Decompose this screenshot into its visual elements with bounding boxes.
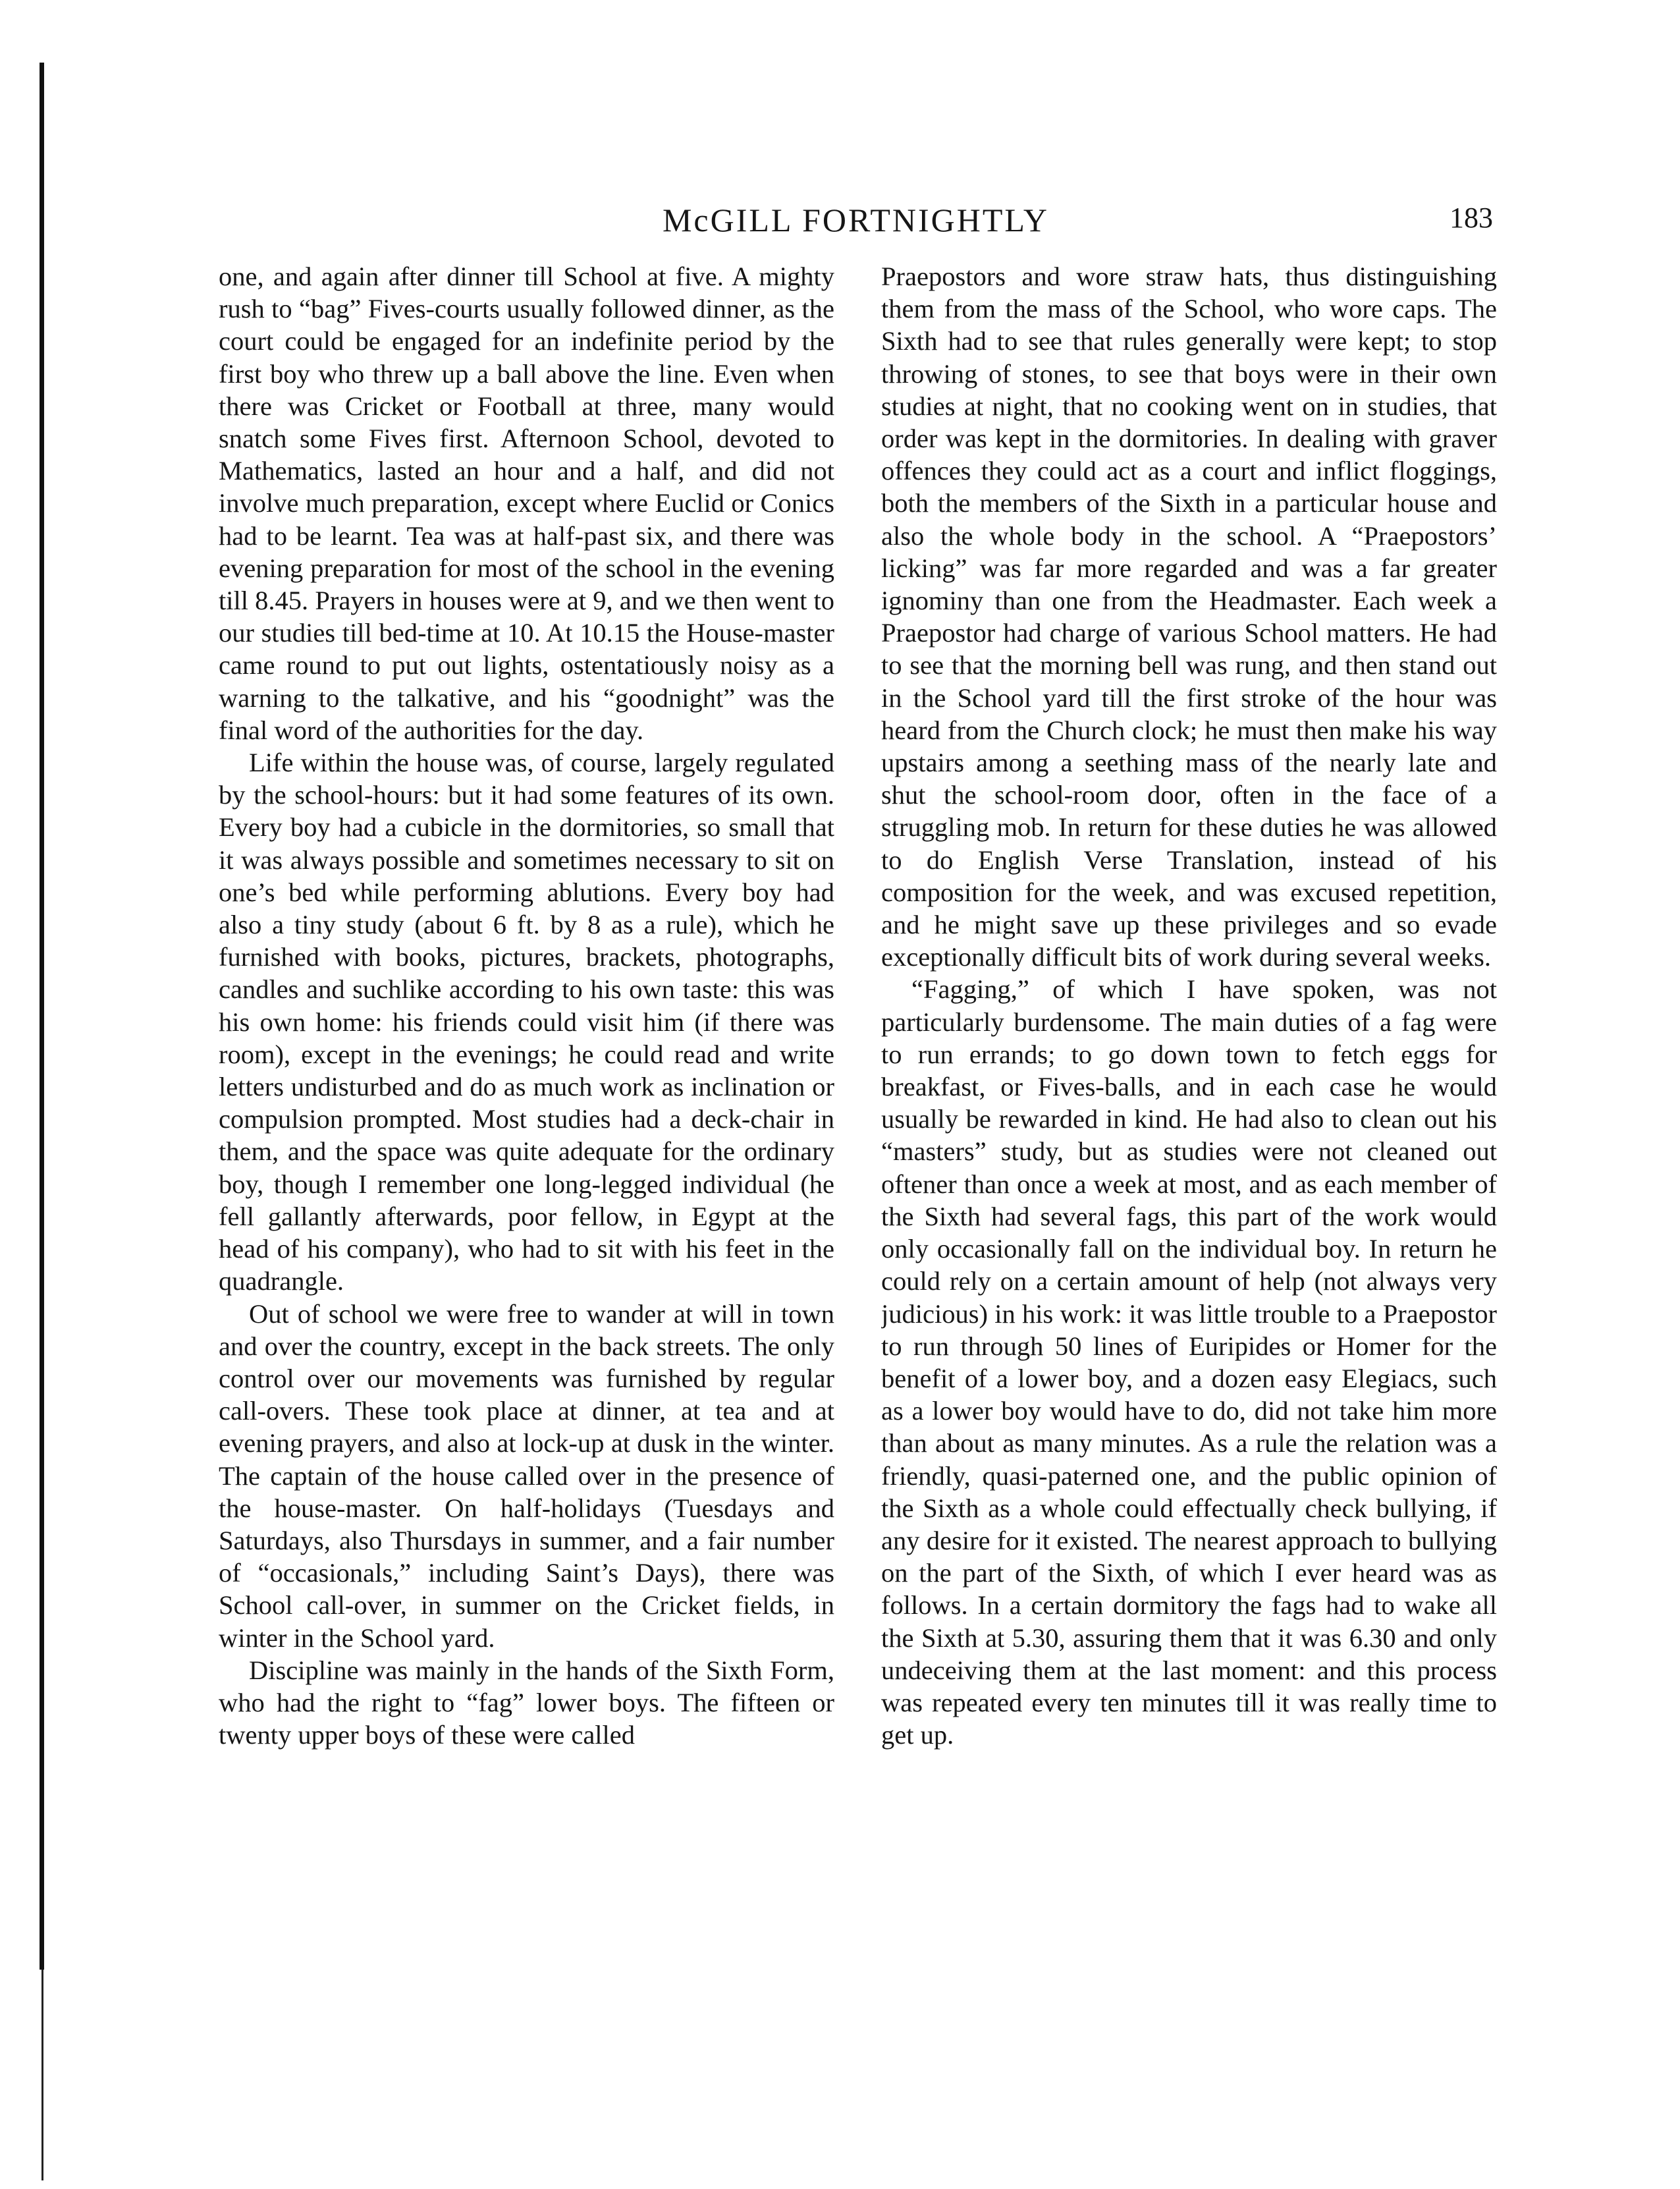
paragraph: “Fagging,” of which I have spoken, was not particularly burdensome. The main duties of a fag were to run errands; to go down town to fetch eggs for breakfast, or Fives-balls, and in each case he would usually be rewarded in kind. He had also to clean out his “masters” study, but as studies were not cleaned out oftener than once a week at most, and as each member of the Sixth had several fags, this part of the work would only occasionally fall on the individual boy. In return he could rely on a certain amount of help (not always very judicious) in his work: it was little trouble to a Praepostor to run through 50 lines of Euripides or Homer for the benefit of a lower boy, and a dozen easy Elegiacs, such as a lower boy would have to do, did not take him more than about as many minutes. As a rule the relation was a friendly, quasi-paterned one, and the public opinion of the Sixth as a whole could effectually check bullying, if any desire for it existed. The nearest approach to bullying on the part of the Sixth, of which I ever heard was as follows. In a certain dormitory the fags had to wake all the Sixth at 5.30, assuring them that it was 6.30 and only undeceiving them at the last moment: and this process was repeated every ten minutes till it was really time to get up.	[881, 974, 1497, 1750]
left-column	[219, 260, 834, 2118]
scan-binding-edge	[40, 63, 44, 1970]
running-head	[219, 201, 1493, 247]
paragraph: one, and again after dinner till School at five. A mighty rush to “bag” Fives-courts usually followed dinner, as the court could be engaged for an indefinite period by the first boy who threw up a ball above the line. Even when there was Cricket or Football at three, many would snatch some Fives first. Afternoon School, devoted to Mathematics, lasted an hour and a half, and did not involve much preparation, except where Euclid or Conics had to be learnt. Tea was at half-past six, and there was evening preparation for most of the school in the evening till 8.45. Prayers in houses were at 9, and we then went to our studies till bed-time at 10. At 10.15 the House-master came round to put out lights, ostentatiously noisy as a warning to the talkative, and his “goodnight” was the final word of the authorities for the day.	[219, 262, 834, 745]
paragraph: Discipline was mainly in the hands of the Sixth Form, who had the right to “fag” lower boys. The fifteen or twenty upper boys of these were called	[219, 1655, 834, 1750]
page-number: 183	[1450, 202, 1493, 234]
paragraph: Life within the house was, of course, largely regulated by the school-hours: but it had some features of its own. Every boy had a cubicle in the dormitories, so small that it was always possible and sometimes necessary to sit on one’s bed while performing ablutions. Every boy had also a tiny study (about 6 ft. by 8 as a rule), which he furnished with books, pictures, brackets, photographs, candles and suchlike according to his own taste: this was his own home: his friends could visit him (if there was room), except in the evenings; he could read and write letters undisturbed and do as much work as inclination or compulsion prompted. Most studies had a deck-chair in them, and the space was quite adequate for the ordinary boy, though I remember one long-legged individual (he fell gallantly afterwards, poor fellow, in Egypt at the head of his company), who had to sit with his feet in the quadrangle.	[219, 748, 834, 1296]
right-column	[881, 260, 1497, 2118]
journal-title: McGILL FORTNIGHTLY	[662, 202, 1050, 238]
paragraph: Out of school we were free to wander at will in town and over the country, except in the back streets. The only control over our movements was furnished by regular call-overs. These took place at dinner, at tea and at evening prayers, and also at lock-up at dusk in the winter. The captain of the house called over in the presence of the house-master. On half-holidays (Tuesdays and Saturdays, also Thursdays in summer, and a fair number of “occasionals,” including Saint’s Days), there was School call-over, in summer on the Cricket fields, in winter in the School yard.	[219, 1298, 834, 1653]
scan-binding-edge-tail	[41, 1970, 43, 2180]
paragraph: Praepostors and wore straw hats, thus distinguishing them from the mass of the School, who wore caps. The Sixth had to see that rules generally were kept; to stop throwing of stones, to see that boys were in their own studies at night, that no cooking went on in studies, that order was kept in the dormitories. In dealing with graver offences they could act as a court and inflict floggings, both the members of the Sixth in a particular house and also the whole body in the school. A “Praepostors’ licking” was far more regarded and was a far greater ignominy than one from the Headmaster. Each week a Praepostor had charge of various School matters. He had to see that the morning bell was rung, and then stand out in the School yard till the first stroke of the hour was heard from the Church clock; he must then make his way upstairs among a seething mass of the nearly late and shut the school-room door, often in the face of a struggling mob. In return for these duties he was allowed to do English Verse Translation, instead of his composition for the week, and was excused repetition, and he might save up these privileges and so evade exceptionally difficult bits of work during several weeks.	[881, 262, 1497, 972]
